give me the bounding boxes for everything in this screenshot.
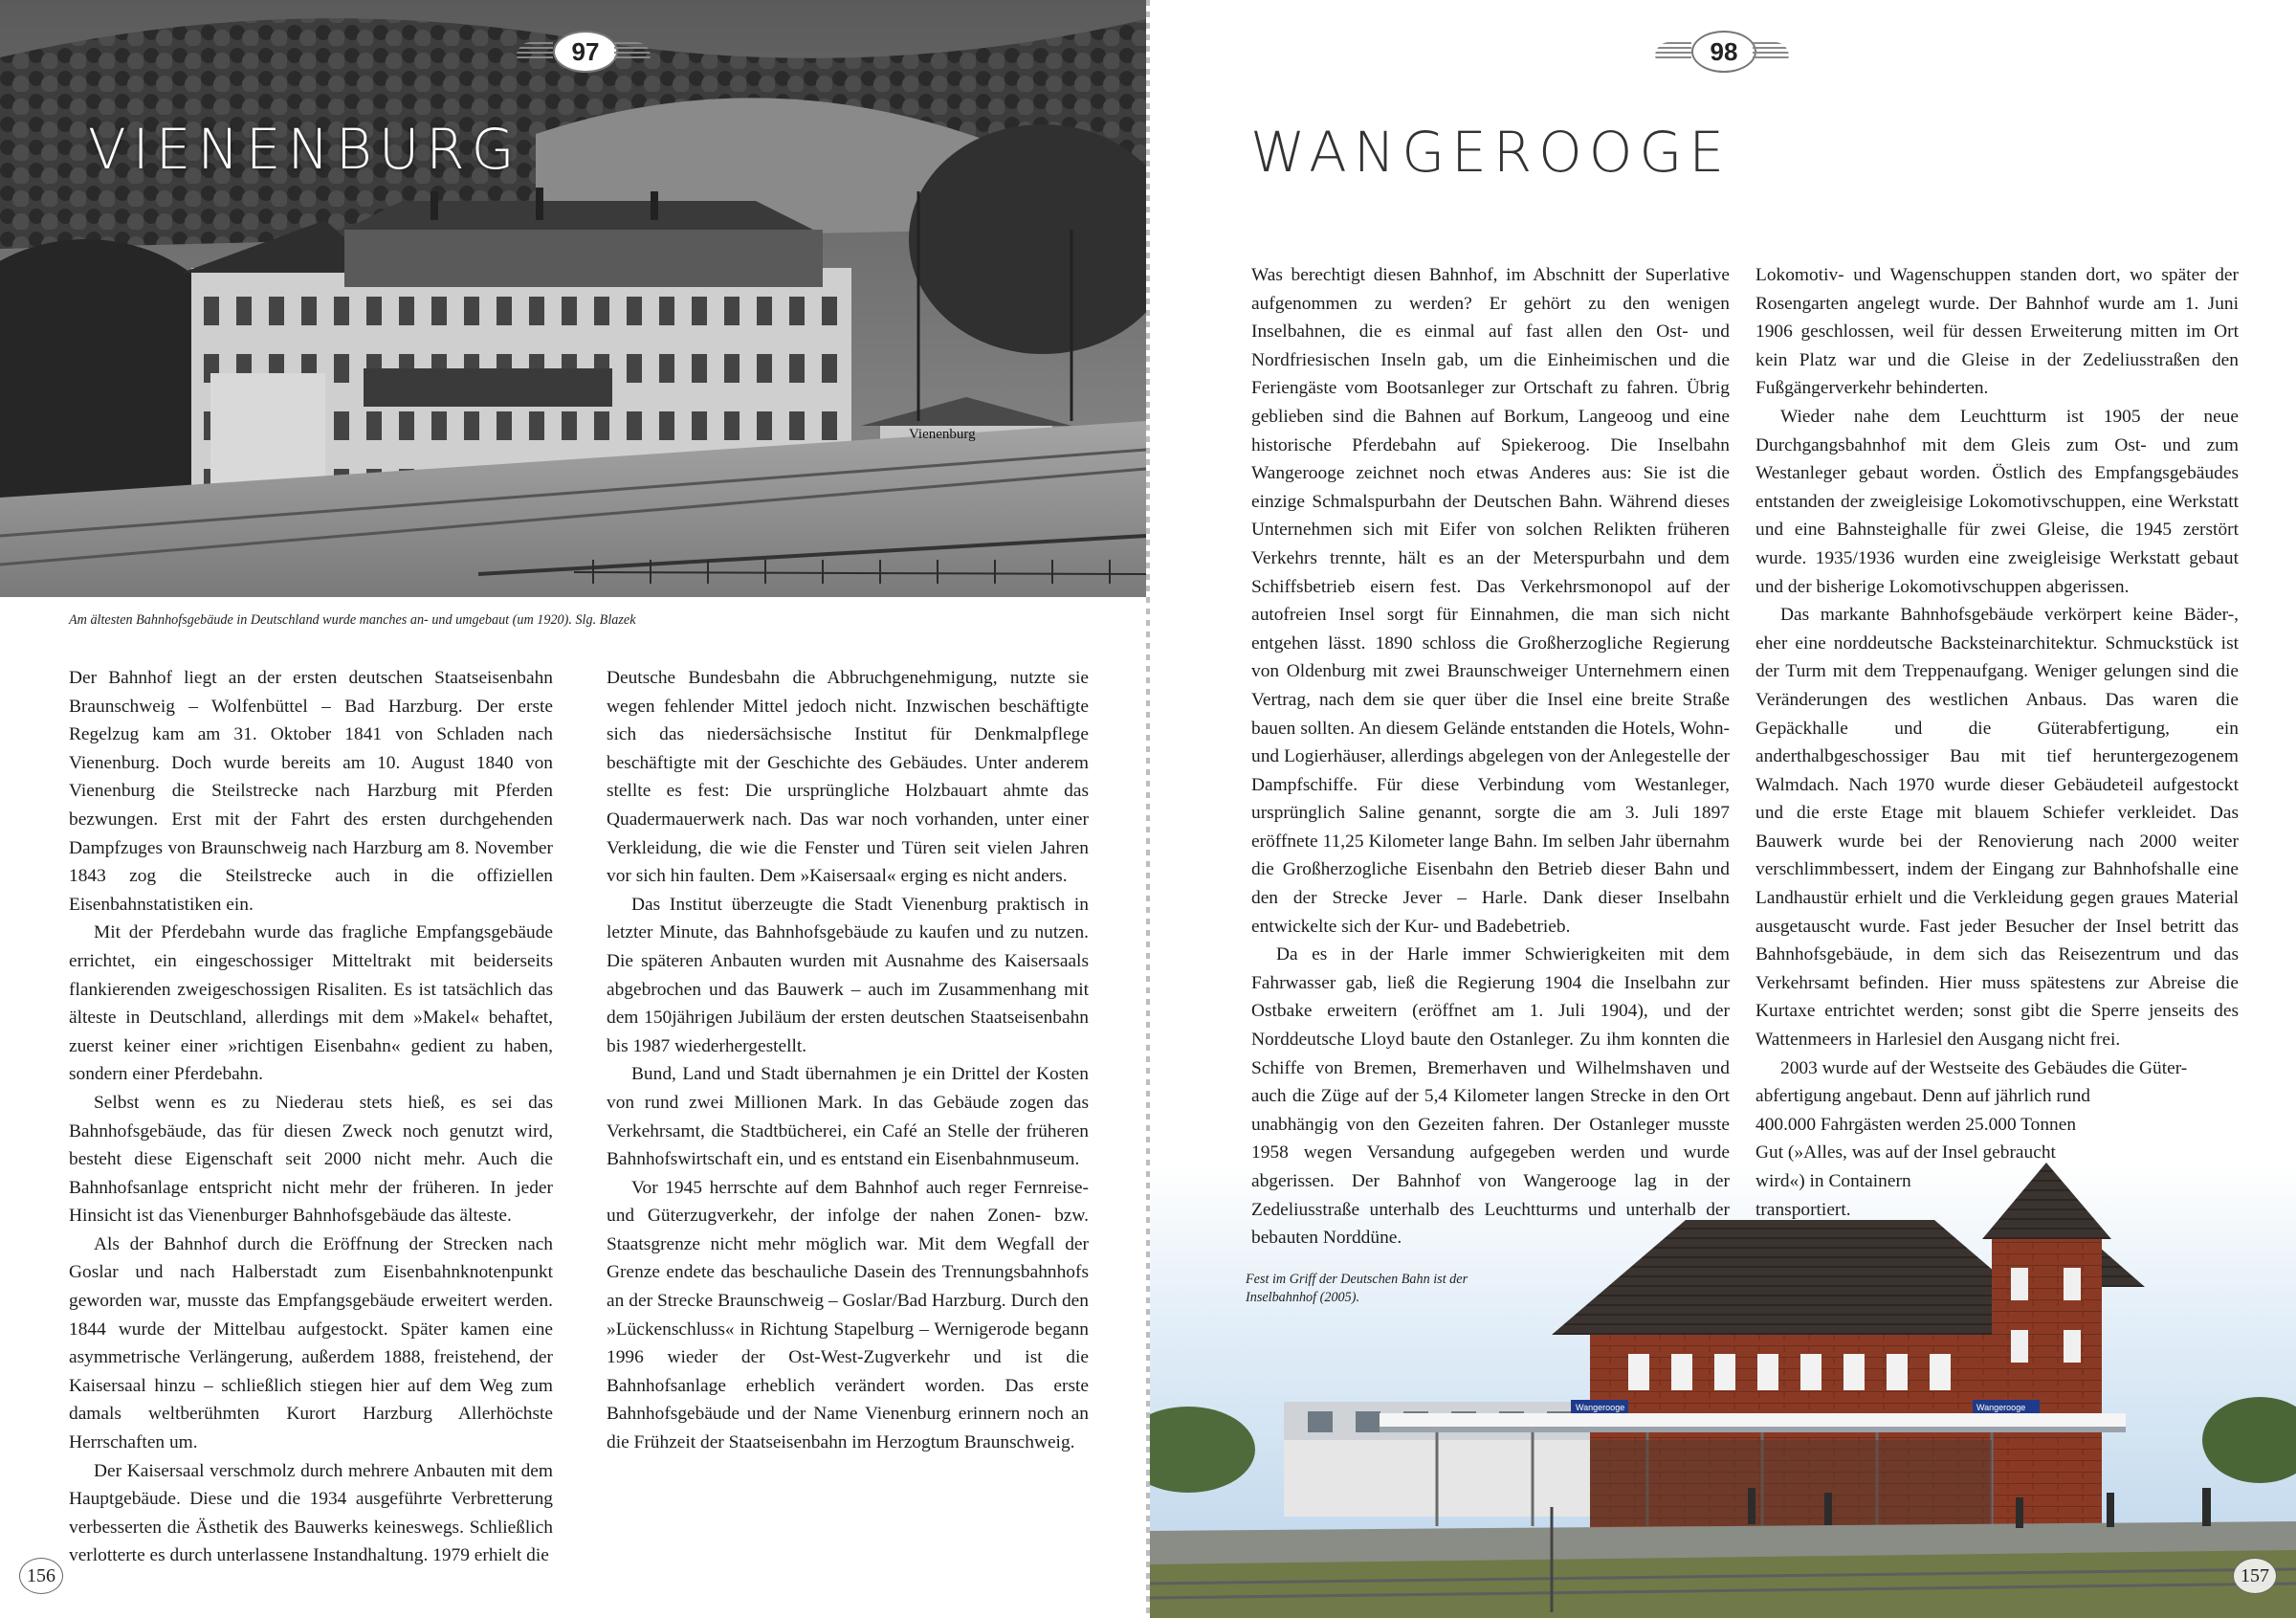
paragraph: Vor 1945 herrschte auf dem Bahnhof auch reger Fernreise- und Güterzugverkehr, der infolge der nahen Zonen- bzw. Staatsgrenze nicht mehr möglich war. Mit dem Wegfall der Grenze endete das beschauliche Dasein des Trennungsbahnhofs an der Strecke Braunschweig – Goslar/Bad Harzburg. Durch den »Lückenschluss« in Richtung Stapelburg – Wernigerode begann 1996 wieder der Ost-West-Zugverkehr und ist die Bahnhofsanlage erheblich verändert worden. Das erste Bahnhofsgebäude und der Name Vienenburg erinnern noch an die Frühzeit der Staatseisenbahn im Herzogtum Braunschweig.	[607, 1177, 1089, 1453]
wing-ornament-icon	[517, 42, 553, 59]
page-number: 156	[19, 1558, 63, 1594]
paragraph: Deutsche Bundesbahn die Abbruchgenehmigung, nutzte sie wegen fehlender Mittel jedoch nicht. Inzwischen beschäftigte sich das niedersächsische Institut für Denkmalpflege beschäftigte mit der Geschichte des Gebäudes. Unter anderem stellte es fest: Die ursprüngliche Holzbauart ahmte das Quadermauerwerk nach. Das war noch vorhanden, unter einer Verkleidung, die wie die Fenster und Türen seit vielen Jahren vor sich hin faulten. Dem »Kaisersaal« erging es nicht anders.	[607, 668, 1089, 887]
station-name-sign: Wangerooge	[1576, 1403, 1625, 1412]
wing-ornament-icon	[1753, 42, 1789, 59]
paragraph: Der Kaisersaal verschmolz durch mehrere Anbauten mit dem Hauptgebäude. Diese und die 1934 ausgeführte Verbretterung verbesserten die Ästhetik des Bauwerks keineswegs. Schließlich verlotterte es durch unterlassene Instandhaltung. 1979 erhielt die	[69, 1460, 553, 1566]
page-title-vienenburg: VIENENBURG	[88, 117, 521, 182]
paragraph-wrapping-photo	[1755, 1054, 2239, 1225]
paragraph: Was berechtigt diesen Bahnhof, im Abschnitt der Superlative aufgenommen zu werden? Er gehört zu den wenigen Inselbahnen, die es einmal auf fast allen den Ost- und Nordfriesischen Inseln gab, um die Einheimischen und die Feriengäste vom Bootsanleger zur Ortschaft zu fahren. Übrig geblieben sind die Bahnen auf Borkum, Langeoog und eine historische Pferdebahn auf Spiekeroog. Die Inselbahn Wangerooge zeichnet noch etwas Anderes aus: Sie ist die einzige Schmalspurbahn der Deutschen Bahn. Während dieses Unternehmen sich mit Eifer von solchen Relikten früheren Verkehrs trennte, hält es an der Meterspurbahn und dem Schiffsbetrieb eisern fest. Das Verkehrsmonopol auf der autofreien Insel sorgt für Einnahmen, die man sich nicht entgehen lässt. 1890 schloss die Großherzogliche Regierung von Oldenburg mit zwei Braunschweiger Unternehmern einen Vertrag, nach dem sie quer über die Insel eine breite Straße bauen sollten. An diesem Gelände entstanden die Hotels, Wohn- und Logierhäuser, allerdings abgelegen von der Anlegestelle der Dampfschiffe. Für diese Verbindung vom Westanleger, ursprünglich Saline genannt, sorgte die am 3. Juli 1897 eröffnete 11,25 Kilometer lange Bahn. Im selben Jahr übernahm die Großherzogliche Eisenbahn den Betrieb dieser Bahn und den der Strecke Jever – Harle. Dank dieser Inselbahn entwickelte sich der Kur- und Badebetrieb.	[1251, 265, 1730, 937]
text-column-left-2	[607, 664, 1089, 1457]
wing-ornament-icon	[1655, 42, 1691, 59]
photo-caption: Am ältesten Bahnhofsgebäude in Deutschland wurde manches an- und umgebaut (um 1920). Slg. Blazek	[69, 612, 636, 628]
paragraph: Da es in der Harle immer Schwierigkeiten mit dem Fahrwasser gab, ließ die Regierung 1904 die Inselbahn zur Ostbake erweitern (eröffnet am 1. Juli 1904), und der Norddeutsche Lloyd baute den Ostanleger. Zu ihm konnten die Schiffe von Bremen, Bremerhaven und Wilhelmshaven und auch die Züge auf der 5,4 Kilometer langen Strecke in den Ort unabhängig von den Gezeiten fahren. Der Ostanleger musste 1958 wegen Versandung aufgegeben werden und wurde abgerissen. Der Bahnhof von Wangerooge lag in der Zedeliusstraße unterhalb des Leuchtturms und unterhalb der bebauten Norddüne.	[1251, 944, 1730, 1249]
text-line: 400.000 Fahrgästen werden 25.000 Tonnen	[1755, 1114, 2077, 1135]
text-line: wird«) in Containern	[1755, 1171, 1911, 1191]
paragraph: Bund, Land und Stadt übernahmen je ein Drittel der Kosten von rund zwei Millionen Mark. In das Gebäude zogen das Verkehrsamt, die Stadtbücherei, ein Café an Stelle der früheren Bahnhofswirtschaft ein, und es entstand ein Eisenbahnmuseum.	[607, 1064, 1089, 1170]
text-column-right-2	[1755, 261, 2239, 1224]
paragraph: Wieder nahe dem Leuchtturm ist 1905 der neue Durchgangsbahnhof mit dem Gleis zum Ost- und zum Westanleger gebaut worden. Östlich des Empfangsgebäudes entstanden der zweigleisige Lokomotivschuppen, eine Werkstatt und eine Bahnsteighalle für zwei Gleise, die 1945 zerstört wurde. 1935/1936 wurden eine zweigleisige Werkstatt gebaut und der bisherige Lokomotivschuppen abgerissen.	[1755, 406, 2239, 597]
text-column-right-1	[1251, 261, 1730, 1252]
paragraph: Das markante Bahnhofsgebäude verkörpert keine Bäder-, eher eine norddeutsche Backsteinarchitektur. Schmuckstück ist der Turm mit dem Treppenaufgang. Weniger gelungen sind die Veränderungen des westlichen Anbaus. Das waren die Gepäckhalle und die Güterabfertigung, ein anderthalbgeschossiger Bau mit tief heruntergezogenem Walmdach. Nach 1970 wurde dieser Gebäudeteil aufgestockt und die erste Etage mit blauem Schiefer verkleidet. Das Bauwerk wurde bei der Renovierung nach 2000 weiter verschlimmbessert, indem der Eingang zur Bahnhofshalle eine Landhaustür erhielt und die Verkleidung gegen graues Material ausgetauscht wurde. Fast jeder Besucher der Insel betritt das Bahnhofsgebäude, in dem sich das Reisezentrum und das Verkehrsamt befinden. Hier muss spätestens zur Abreise die Kurtaxe entrichtet werden; sonst gibt die Sperre jenseits des Wattenmeers in Harlesiel den Ausgang nicht frei.	[1755, 605, 2239, 1051]
page-number: 157	[2233, 1558, 2277, 1594]
vienenburg-historic-photo	[0, 0, 1146, 597]
right-page	[1150, 0, 2296, 1618]
page-title-wangerooge: WANGEROOGE	[1250, 120, 1732, 185]
text-line: transportiert.	[1755, 1199, 1851, 1220]
text-line: abfertigung angebaut. Denn auf jährlich rund	[1755, 1086, 2090, 1107]
paragraph: Als der Bahnhof durch die Eröffnung der Strecken nach Goslar und nach Halberstadt zum Eisenbahnknotenpunkt geworden war, musste das Empfangsgebäude erweitert werden. 1844 wurde der Mittelbau aufgestockt. Später kamen eine asymmetrische Verlängerung, außerdem 1888, freistehend, der Kaisersaal hinzu – schließlich stiegen hier auf dem Weg zum damals weltberühmten Kurort Harzburg Allerhöchste Herrschaften um.	[69, 1233, 553, 1453]
paragraph: Selbst wenn es zu Niederau stets hieß, es sei das Bahnhofsgebäude, das für diesen Zweck noch genutzt wird, besteht diese Eigenschaft seit 2000 nicht mehr. Auch die Bahnhofsanlage entspricht nicht mehr der früheren. In jeder Hinsicht ist das Vienenburger Bahnhofsgebäude das älteste.	[69, 1092, 553, 1227]
entry-number: 98	[1691, 31, 1756, 73]
vienenburg-station-sign: Vienenburg	[909, 427, 976, 442]
wing-ornament-icon	[614, 42, 651, 59]
station-name-sign: Wangerooge	[1976, 1403, 2026, 1412]
paragraph: Lokomotiv- und Wagenschuppen standen dort, wo später der Rosengarten angelegt wurde. Der Bahnhof wurde am 1. Juni 1906 geschlossen, weil für dessen Erweiterung mitten im Ort kein Platz war und die Gleise in der Zedeliusstraßen den Fußgängerverkehr behinderten.	[1755, 265, 2239, 399]
paragraph: Der Bahnhof liegt an der ersten deutschen Staatseisenbahn Braunschweig – Wolfenbüttel – Bad Harzburg. Der erste Regelzug kam am 31. Oktober 1841 von Schladen nach Vienenburg. Doch wurde bereits am 10. August 1840 von Vienenburg die Steilstrecke nach Harzburg mit Pferden bezwungen. Erst mit der Fahrt des ersten durchgehenden Dampfzuges von Braunschweig nach Harzburg am 8. November 1843 zog die Steilstrecke auch in die offiziellen Eisenbahnstatistiken ein.	[69, 668, 553, 915]
entry-number-badge	[517, 29, 651, 73]
entry-number-badge	[1655, 29, 1789, 73]
text-line: 2003 wurde auf der Westseite des Gebäudes die Güter-	[1780, 1057, 2188, 1078]
left-page	[0, 0, 1146, 1618]
entry-number: 97	[553, 31, 618, 73]
photo-caption: Fest im Griff der Deutschen Bahn ist der Inselbahnhof (2005).	[1246, 1272, 1468, 1305]
text-column-left-1	[69, 664, 553, 1570]
paragraph: Das Institut überzeugte die Stadt Vienenburg praktisch in letzter Minute, das Bahnhofsgebäude zu kaufen und zu nutzen. Die späteren Anbauten wurden mit Ausnahme des Kaisersaals abgebrochen und das Bauwerk – auch im Zusammenhang mit dem 150jährigen Jubiläum der ersten deutschen Staatseisenbahn bis 1987 wiederhergestellt.	[607, 894, 1089, 1056]
paragraph: Mit der Pferdebahn wurde das fragliche Empfangsgebäude errichtet, ein eingeschossiger Mitteltrakt mit beiderseits flankierenden zweigeschossigen Risaliten. Es ist tatsächlich das älteste in Deutschland, allerdings mit dem »Makel« behaftet, zuerst keiner einer »richtigen Eisenbahn« gedient zu haben, sondern einer Pferdebahn.	[69, 922, 553, 1085]
text-line: Gut (»Alles, was auf der Insel gebraucht	[1755, 1142, 2056, 1164]
